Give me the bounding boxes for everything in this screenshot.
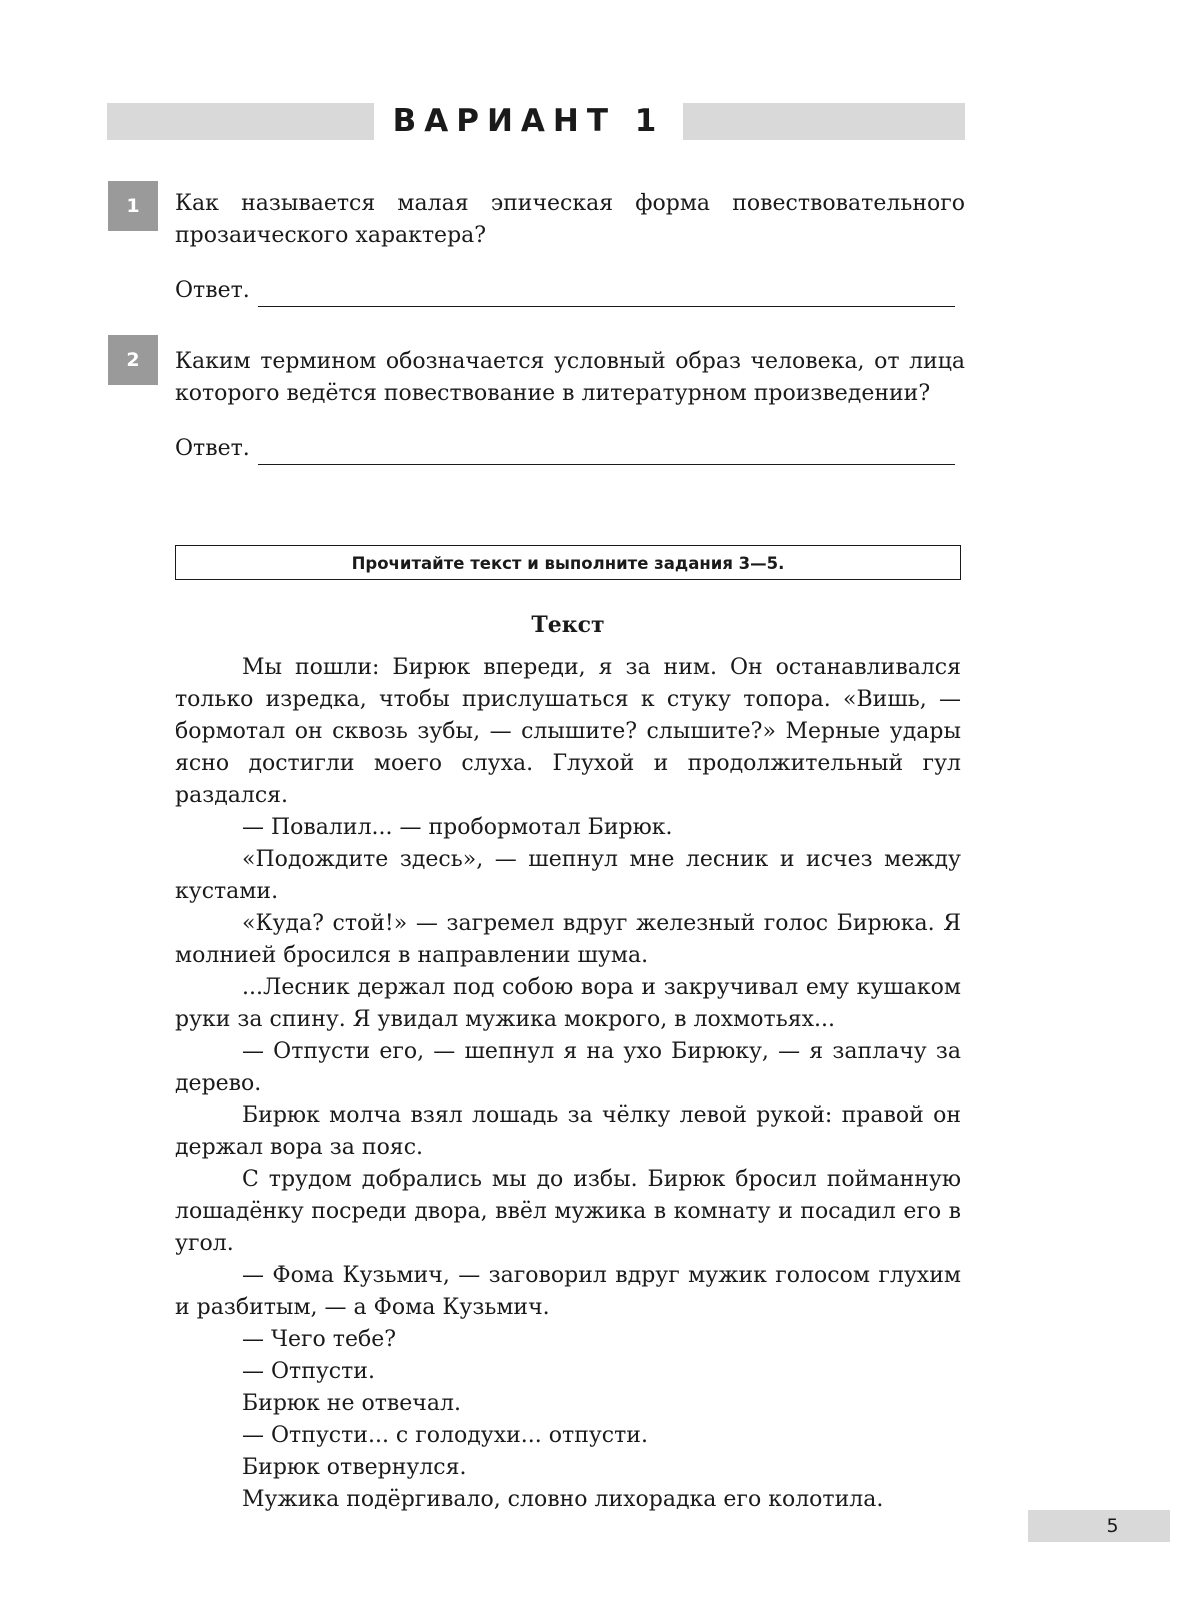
- passage-paragraph: — Отпусти... с голодухи... отпусти.: [242, 1423, 648, 1448]
- passage-paragraph: «Подождите здесь», — шепнул мне лесник и исчез между кустами.: [175, 847, 961, 904]
- variant-title: ВАРИАНТ 1: [392, 103, 665, 139]
- passage-paragraph: С трудом добрались мы до избы. Бирюк бросил пойманную лошадёнку посреди двора, ввёл мужика в комнату и посадил его в угол.: [175, 1167, 961, 1256]
- task-number-1: 1: [108, 181, 158, 231]
- title-bar-left: [107, 103, 374, 140]
- passage-paragraph: «Куда? стой!» — загремел вдруг железный голос Бирюка. Я молнией бросился в направлении шума.: [175, 911, 961, 968]
- passage-paragraph: ...Лесник держал под собою вора и закручивал ему кушаком руки за спину. Я увидал мужика мокрого, в лохмотьях...: [175, 975, 961, 1032]
- passage-paragraph: Бирюк отвернулся.: [242, 1455, 467, 1480]
- text-heading: Текст: [531, 612, 605, 638]
- task-number-2: 2: [108, 335, 158, 385]
- answer-label: Ответ.: [175, 278, 250, 303]
- task-2-answer[interactable]: [175, 433, 955, 465]
- passage-paragraph: — Чего тебе?: [242, 1327, 397, 1352]
- passage-paragraph: Мужика подёргивало, словно лихорадка его колотила.: [242, 1487, 884, 1512]
- passage: [175, 652, 961, 1516]
- task-1-question: Как называется малая эпическая форма повествовательного прозаического характера?: [175, 191, 965, 248]
- answer-line[interactable]: [258, 282, 955, 307]
- passage-paragraph: — Повалил... — пробормотал Бирюк.: [242, 815, 673, 840]
- instruction-box: Прочитайте текст и выполните задания 3—5.: [175, 545, 961, 580]
- title-bar-right: [683, 103, 965, 140]
- answer-label: Ответ.: [175, 436, 250, 461]
- task-1-answer[interactable]: [175, 275, 955, 307]
- passage-paragraph: — Отпусти его, — шепнул я на ухо Бирюку, — я заплачу за дерево.: [175, 1039, 961, 1096]
- task-2-question: Каким термином обозначается условный образ человека, от лица которого ведётся повествование в литературном произведении?: [175, 349, 965, 406]
- passage-paragraph: — Фома Кузьмич, — заговорил вдруг мужик голосом глухим и разбитым, — а Фома Кузьмич.: [175, 1263, 961, 1320]
- passage-paragraph: — Отпусти.: [242, 1359, 375, 1384]
- page-number: 5: [1106, 1515, 1119, 1537]
- passage-paragraph: Бирюк не отвечал.: [242, 1391, 461, 1416]
- passage-paragraph: Бирюк молча взял лошадь за чёлку левой рукой: правой он держал вора за пояс.: [175, 1103, 961, 1160]
- passage-paragraph: Мы пошли: Бирюк впереди, я за ним. Он останавливался только изредка, чтобы прислушаться к стуку топора. «Вишь, — бормотал он сквозь зубы, — слышите? слышите?» Мерные удары ясно достигли моего слуха. Глухой и продолжительный гул раздался.: [175, 655, 961, 808]
- answer-line[interactable]: [258, 440, 955, 465]
